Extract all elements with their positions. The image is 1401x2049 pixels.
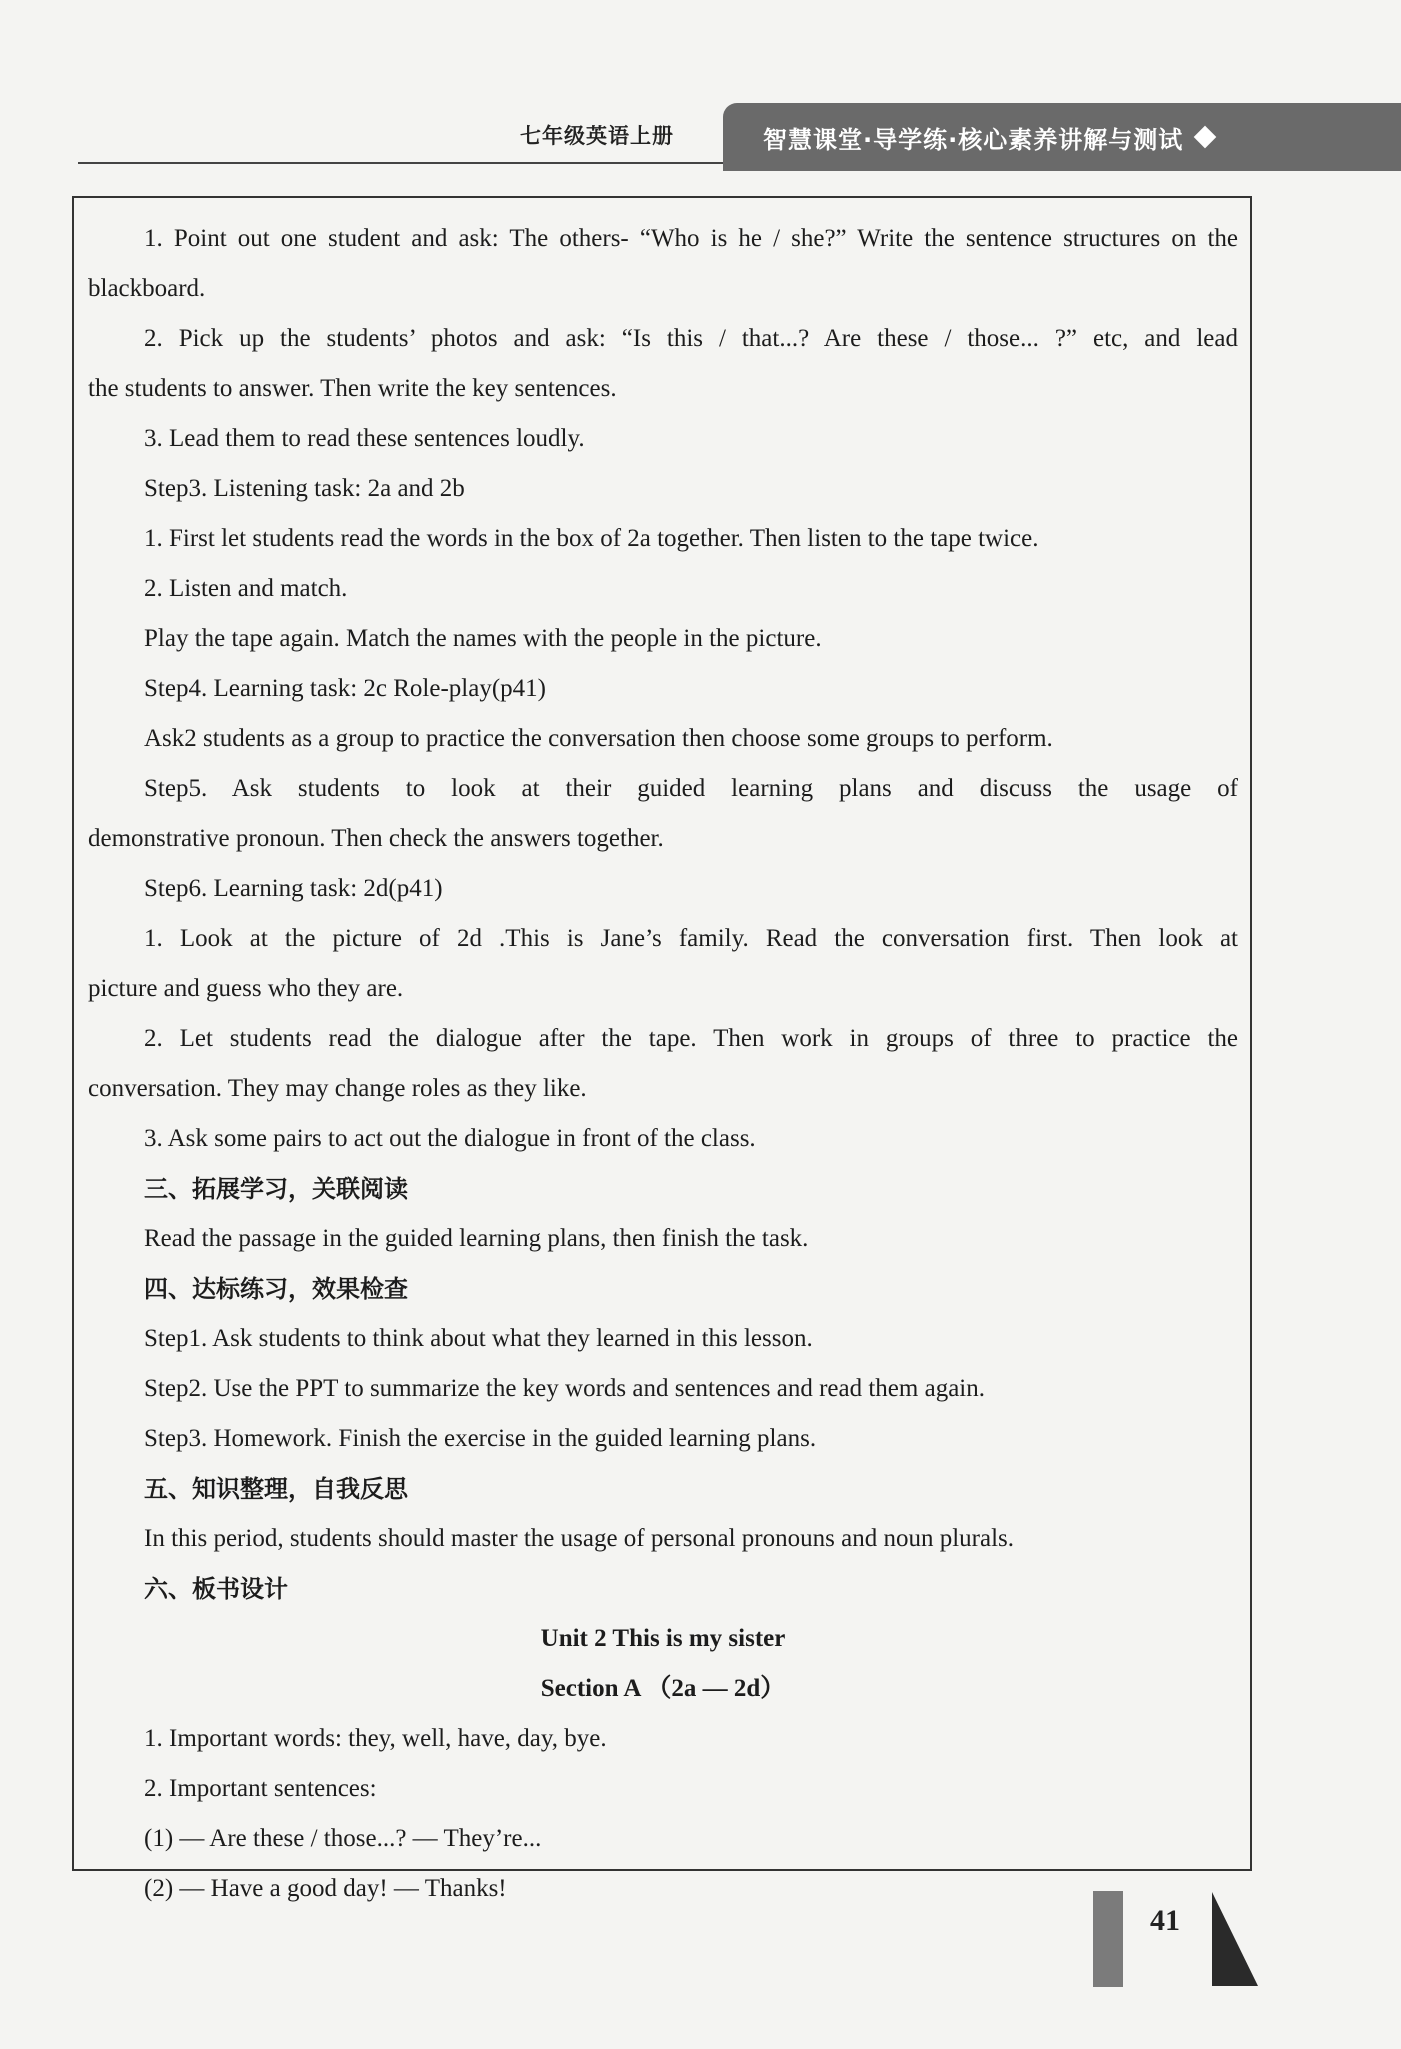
text-line: Unit 2 This is my sister: [540, 1625, 786, 1652]
header-banner: [723, 103, 1401, 171]
section-heading: 五、知识整理，自我反思: [144, 1475, 408, 1503]
text-line: Step2. Use the PPT to summarize the key words and sentences and read them again.: [144, 1375, 985, 1402]
text-line: Play the tape again. Match the names with the people in the picture.: [144, 625, 822, 652]
text-line: 2. Pick up the students’ photos and ask: “Is this / that...? Are these / those... ?” etc, and lead: [144, 325, 1238, 352]
section-heading: 四、达标练习，效果检查: [144, 1275, 408, 1303]
text-line: Section A （2a — 2d）: [540, 1675, 786, 1702]
text-line: 2. Let students read the dialogue after the tape. Then work in groups of three to practice the: [144, 1025, 1238, 1052]
footer-triangle-icon: [1212, 1892, 1258, 1986]
footer-bar: [1093, 1891, 1123, 1987]
text-line: Step6. Learning task: 2d(p41): [144, 875, 443, 902]
text-line: In this period, students should master the usage of personal pronouns and noun plurals.: [144, 1525, 1014, 1552]
text-line: 2. Important sentences:: [144, 1775, 377, 1802]
text-line: 3. Ask some pairs to act out the dialogue in front of the class.: [144, 1125, 756, 1152]
text-line: 2. Listen and match.: [144, 575, 348, 602]
text-line: 1. Point out one student and ask: The others- “Who is he / she?” Write the sentence structures on the: [144, 225, 1238, 252]
text-line: 1. First let students read the words in the box of 2a together. Then listen to the tape twice.: [144, 525, 1039, 552]
series-title: 智慧课堂·导学练·核心素养讲解与测试: [763, 125, 1184, 154]
text-line: (1) — Are these / those...? — They’re...: [144, 1825, 542, 1852]
page-number: 41: [1150, 1904, 1180, 1937]
book-grade-title: 七年级英语上册: [520, 124, 674, 148]
text-line: Step3. Homework. Finish the exercise in the guided learning plans.: [144, 1425, 817, 1452]
text-line: 1. Look at the picture of 2d .This is Jane’s family. Read the conversation first. Then look at: [144, 925, 1238, 952]
section-heading: 三、拓展学习，关联阅读: [144, 1175, 408, 1203]
text-line: demonstrative pronoun. Then check the answers together.: [88, 825, 664, 852]
section-heading: 六、板书设计: [144, 1575, 288, 1603]
text-line: Step5. Ask students to look at their guided learning plans and discuss the usage of: [144, 775, 1238, 802]
text-line: conversation. They may change roles as they like.: [88, 1075, 587, 1102]
text-line: 1. Important words: they, well, have, day, bye.: [144, 1725, 607, 1752]
text-line: Step4. Learning task: 2c Role-play(p41): [144, 675, 546, 702]
text-line: picture and guess who they are.: [88, 975, 404, 1002]
text-line: the students to answer. Then write the key sentences.: [88, 375, 617, 402]
diamond-icon: [1194, 126, 1217, 149]
text-line: blackboard.: [88, 275, 206, 302]
text-line: Step3. Listening task: 2a and 2b: [144, 475, 465, 502]
header-rule: [78, 162, 723, 164]
text-line: 3. Lead them to read these sentences loudly.: [144, 425, 585, 452]
text-line: Read the passage in the guided learning plans, then finish the task.: [144, 1225, 809, 1252]
lesson-content-box: [72, 196, 1252, 1902]
text-line: Ask2 students as a group to practice the conversation then choose some groups to perform.: [144, 725, 1053, 752]
text-line: (2) — Have a good day! — Thanks!: [144, 1875, 507, 1902]
text-line: Step1. Ask students to think about what they learned in this lesson.: [144, 1325, 813, 1352]
